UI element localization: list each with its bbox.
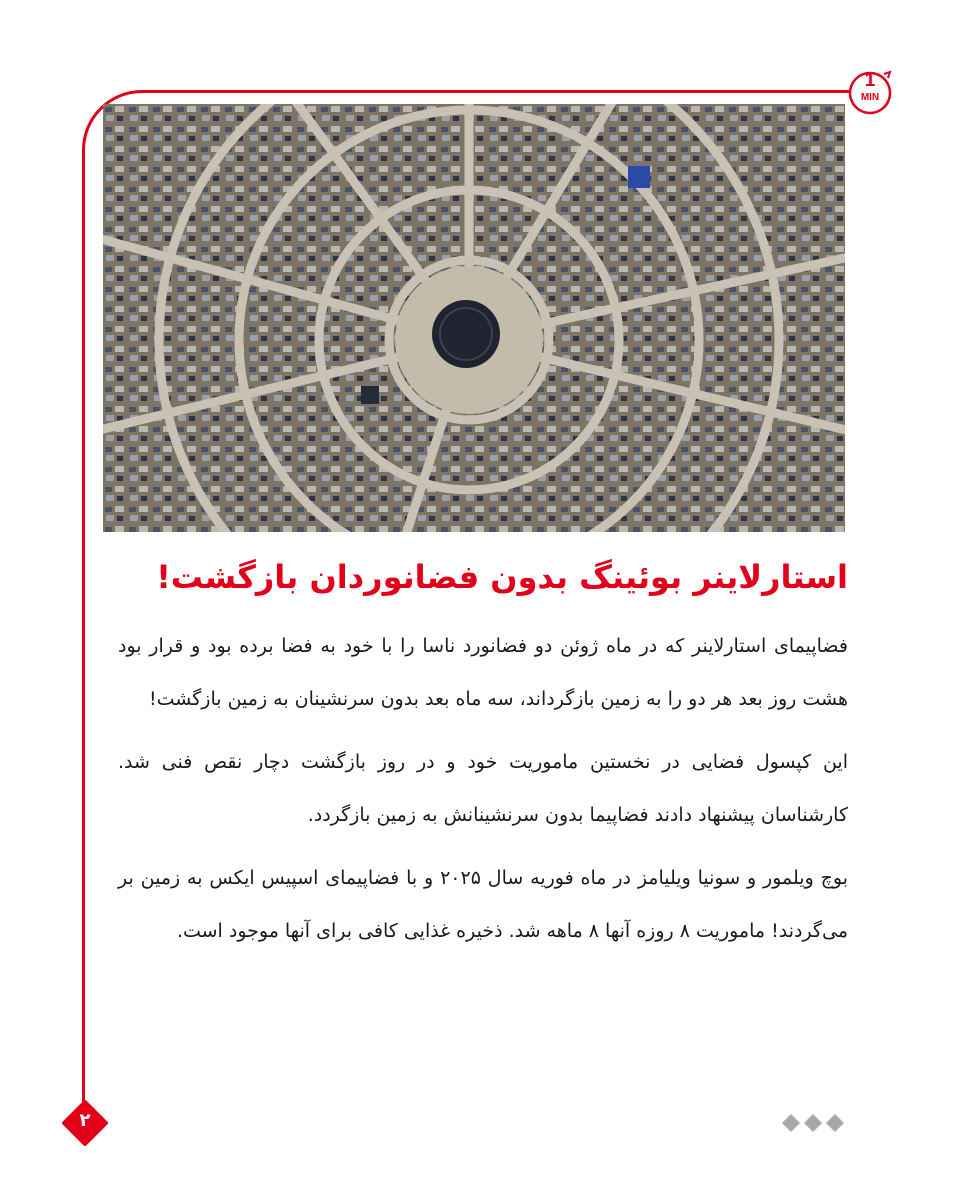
reading-time-badge (846, 68, 894, 116)
article-paragraph: فضاپیمای استارلاینر که در ماه ژوئن دو فضانورد ناسا را با خود به فضا برده بود و قرار بود هشت روز بعد هر دو را به زمین بازگرداند، سه ماه بعد بدون سرنشینان به زمین بازگشت! (118, 635, 848, 710)
article-body (118, 620, 848, 968)
article-paragraph: بوچ ویلمور و سونیا ویلیامز در ماه فوریه سال ۲۰۲۵ و با فضاپیمای اسپیس ایکس به زمین بر می‌گردند! ماموریت ۸ روزه آنها ۸ ماهه شد. ذخیره غذایی کافی برای آنها موجود است. (118, 867, 848, 942)
reading-time-number: 1 (864, 70, 876, 91)
more-dots-icon (780, 1112, 846, 1134)
article-title: استارلاینر بوئینگ بدون فضانوردان بازگشت! (156, 558, 848, 596)
reading-time-unit: MIN (860, 92, 880, 103)
frame-top-line (140, 90, 852, 93)
frame-left-line (82, 148, 85, 1108)
page-number-badge (62, 1100, 108, 1146)
aerial-photo-illustration (103, 104, 845, 532)
article-paragraph: این کپسول فضایی در نخستین ماموریت خود و در روز بازگشت دچار نقص فنی شد. کارشناسان پیشنهاد دادند فضاپیما بدون سرنشینانش به زمین بازگردد. (118, 751, 848, 826)
page-number: ۲ (79, 1110, 91, 1131)
aerial-satellite-photo (103, 104, 845, 532)
